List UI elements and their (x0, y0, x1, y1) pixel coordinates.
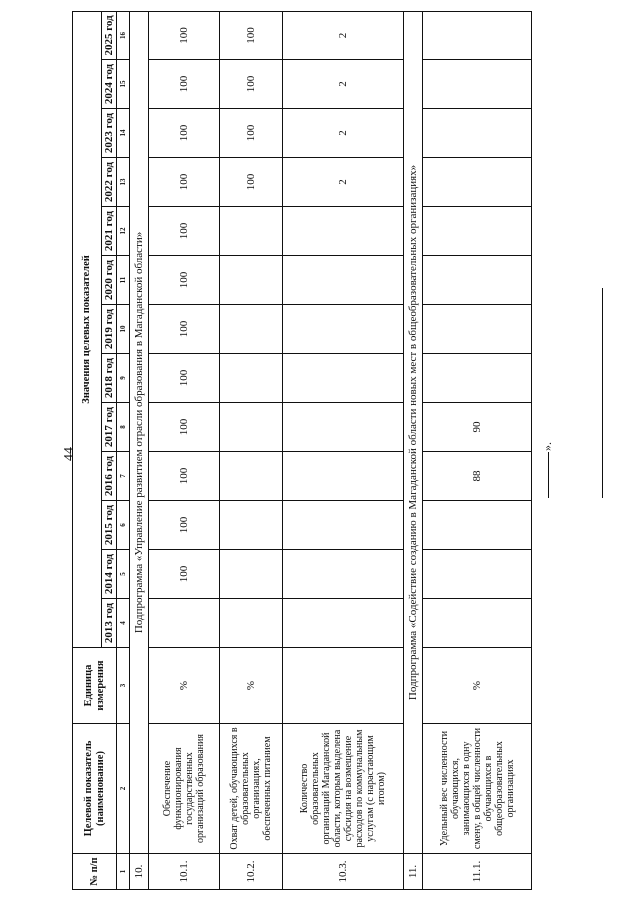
row-number: 10.1. (149, 854, 220, 890)
section-row-10 (130, 11, 149, 889)
value-cell: 90 (423, 403, 532, 452)
value-cell (423, 501, 532, 550)
value-cell (423, 256, 532, 305)
section-title: Подпрограмма «Управление развитием отрасли образования в Магаданской области» (130, 11, 149, 853)
value-cell: 100 (149, 452, 220, 501)
value-cell (220, 256, 283, 305)
column-number: 11 (117, 256, 130, 305)
value-cell (423, 207, 532, 256)
column-number: 12 (117, 207, 130, 256)
header-year: 2020 год (102, 256, 117, 305)
header-year: 2013 год (102, 599, 117, 648)
value-cell (423, 599, 532, 648)
table-row (149, 11, 220, 889)
column-number: 13 (117, 158, 130, 207)
header-indicator: Целевой показатель (наименование) (73, 724, 117, 854)
header-year: 2017 год (102, 403, 117, 452)
unit-cell: % (423, 648, 532, 724)
value-cell: 100 (149, 403, 220, 452)
value-cell (283, 452, 404, 501)
value-cell (283, 501, 404, 550)
header-year: 2016 год (102, 452, 117, 501)
column-number: 16 (117, 11, 130, 59)
column-number: 3 (117, 648, 130, 724)
header-year: 2022 год (102, 158, 117, 207)
row-number: 10.3. (283, 854, 404, 890)
header-year: 2018 год (102, 354, 117, 403)
value-cell: 100 (149, 305, 220, 354)
table-row (220, 11, 283, 889)
unit-cell: % (220, 648, 283, 724)
column-number: 7 (117, 452, 130, 501)
value-cell: 100 (149, 207, 220, 256)
table-row (423, 11, 532, 889)
column-number: 4 (117, 599, 130, 648)
column-number: 5 (117, 550, 130, 599)
value-cell (283, 550, 404, 599)
value-cell: 100 (220, 60, 283, 109)
section-row-11 (404, 11, 423, 889)
value-cell (423, 109, 532, 158)
target-indicators-table (72, 11, 532, 890)
header-year: 2019 год (102, 305, 117, 354)
section-title: Подпрограмма «Содействие созданию в Магаданской области новых мест в общеобразовательных организациях» (404, 11, 423, 853)
value-cell (283, 256, 404, 305)
indicator-name: Обеспечение функционирования государственных организаций образования (149, 724, 220, 854)
value-cell (283, 599, 404, 648)
header-year: 2014 год (102, 550, 117, 599)
rotated-table-container (72, 12, 552, 890)
table-header (73, 11, 117, 889)
table-body (117, 11, 532, 889)
value-cell (283, 354, 404, 403)
indicator-name: Удельный вес численности обучающихся, занимающихся в одну смену, в общей численности обучающихся в общеобразовательных организациях (423, 724, 532, 854)
value-cell: 100 (149, 354, 220, 403)
header-year: 2023 год (102, 109, 117, 158)
header-year: 2021 год (102, 207, 117, 256)
unit-cell: % (149, 648, 220, 724)
indicator-name: Охват детей, обучающихся в образовательных организациях, обеспеченных питанием (220, 724, 283, 854)
header-values-group: Значения целевых показателей (73, 11, 102, 647)
value-cell (423, 11, 532, 59)
value-cell (283, 305, 404, 354)
column-number: 14 (117, 109, 130, 158)
value-cell (149, 599, 220, 648)
closing-quote-mark (540, 428, 554, 498)
value-cell: 100 (149, 158, 220, 207)
column-number: 9 (117, 354, 130, 403)
value-cell (423, 550, 532, 599)
table-row (283, 11, 404, 889)
unit-cell (283, 648, 404, 724)
value-cell: 88 (423, 452, 532, 501)
section-number: 10. (130, 854, 149, 890)
column-number: 15 (117, 60, 130, 109)
value-cell (220, 501, 283, 550)
footer-rule (602, 288, 603, 498)
value-cell (283, 403, 404, 452)
value-cell: 2 (283, 158, 404, 207)
column-number: 8 (117, 403, 130, 452)
closing-underline (548, 452, 549, 498)
value-cell (220, 599, 283, 648)
value-cell: 100 (149, 60, 220, 109)
row-number: 10.2. (220, 854, 283, 890)
indicator-name: Количество образовательных организаций Магаданской области, которым выделена субсидия на возмещение расходов по коммунальным услугам (с нарастающим итогом) (283, 724, 404, 854)
value-cell: 2 (283, 109, 404, 158)
column-number: 2 (117, 724, 130, 854)
value-cell (423, 354, 532, 403)
value-cell: 100 (149, 11, 220, 59)
value-cell: 2 (283, 11, 404, 59)
value-cell: 100 (220, 11, 283, 59)
value-cell (423, 60, 532, 109)
header-num: № п/п (73, 854, 117, 890)
value-cell (220, 354, 283, 403)
value-cell: 2 (283, 60, 404, 109)
value-cell (220, 207, 283, 256)
value-cell (220, 305, 283, 354)
value-cell (423, 158, 532, 207)
section-number: 11. (404, 854, 423, 890)
column-number: 10 (117, 305, 130, 354)
row-number: 11.1. (423, 854, 532, 890)
column-numbers-row (117, 11, 130, 889)
header-unit: Единица измерения (73, 648, 117, 724)
value-cell: 100 (149, 550, 220, 599)
header-year: 2024 год (102, 60, 117, 109)
header-year: 2025 год (102, 11, 117, 59)
closing-mark-text: ». (540, 442, 554, 451)
page-number: 44 (62, 447, 77, 461)
value-cell: 100 (220, 109, 283, 158)
column-number: 6 (117, 501, 130, 550)
value-cell (423, 305, 532, 354)
value-cell: 100 (149, 109, 220, 158)
value-cell (283, 207, 404, 256)
value-cell: 100 (149, 501, 220, 550)
header-year: 2015 год (102, 501, 117, 550)
value-cell: 100 (220, 158, 283, 207)
column-number: 1 (117, 854, 130, 890)
value-cell: 100 (149, 256, 220, 305)
value-cell (220, 403, 283, 452)
value-cell (220, 550, 283, 599)
value-cell (220, 452, 283, 501)
